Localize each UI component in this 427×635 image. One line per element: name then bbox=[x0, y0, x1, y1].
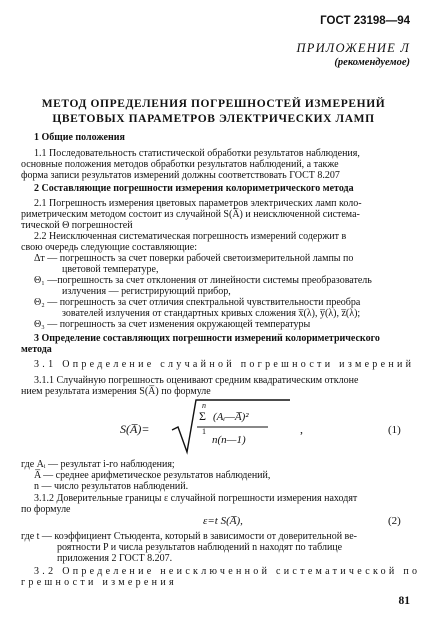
where-line: где Aᵢ — результат i-го наблюдения; bbox=[21, 459, 175, 470]
title-line-1: МЕТОД ОПРЕДЕЛЕНИЯ ПОГРЕШНОСТЕЙ ИЗМЕРЕНИЙ bbox=[41, 98, 386, 110]
sum-lower-limit: 1 bbox=[202, 427, 206, 436]
component-item: Δт — погрешность за счет поверки рабочей светоизмерительной лампы по bbox=[34, 253, 354, 264]
paragraph-3-1-1-line: нием результата измерения S(A̅) по формуле bbox=[21, 386, 211, 397]
section-1-line: форма записи результатов измерений должны соответствовать ГОСТ 8.207 bbox=[21, 170, 340, 181]
section-3-heading-continuation: метода bbox=[21, 344, 52, 355]
formula-1-number: (1) bbox=[388, 424, 401, 436]
page-number: 81 bbox=[398, 595, 410, 607]
section-3-heading: 3 Определение составляющих погрешности измерений колориметрического bbox=[34, 333, 380, 344]
component-item-continuation: цветовой температуре, bbox=[62, 264, 159, 275]
paragraph-2-1-line: тической Θ погрешностей bbox=[21, 220, 133, 231]
subsection-3-1-heading: 3.1 Определение случайной погрешности измерений bbox=[34, 359, 415, 370]
sum-symbol: Σ bbox=[199, 409, 206, 423]
where-2-line: где t — коэффициент Стьюдента, который в зависимости от доверительной ве- bbox=[21, 531, 357, 542]
section-1-heading: 1 Общие положения bbox=[34, 132, 125, 143]
paragraph-3-1-2-line: 3.1.2 Доверительные границы ε случайной погрешности измерения находят bbox=[34, 493, 358, 504]
formula-2-number: (2) bbox=[388, 515, 401, 527]
formula-1-lhs: S(A̅)= bbox=[120, 422, 150, 436]
component-item: Θ₁ —погрешность за счет отклонения от линейности системы преобразователь bbox=[34, 275, 372, 286]
formula-1-denominator: n(n—1) bbox=[212, 434, 246, 446]
component-item-continuation: излучения — регистрирующий прибор, bbox=[62, 286, 231, 297]
section-2-heading: 2 Составляющие погрешности измерения колориметрического метода bbox=[34, 183, 354, 194]
paragraph-2-1-line: 2.1 Погрешность измерения цветовых параметров электрических ламп коло- bbox=[34, 198, 362, 209]
standard-number: ГОСТ 23198—94 bbox=[320, 15, 410, 27]
formula-1 bbox=[0, 396, 427, 456]
recommended-label: (рекомендуемое) bbox=[334, 57, 410, 68]
subsection-3-2-heading-continuation: грешности измерения bbox=[21, 577, 177, 588]
appendix-label: ПРИЛОЖЕНИЕ Л bbox=[296, 41, 410, 55]
sum-upper-limit: n bbox=[202, 401, 206, 410]
section-1-line: 1.1 Последовательность статистической обработки результатов наблюдения, bbox=[34, 148, 360, 159]
formula-1-comma: , bbox=[300, 422, 303, 436]
formula-1-numerator: (Aᵢ—A̅)² bbox=[213, 411, 249, 423]
component-item: Θ₃ — погрешность за счет изменения окружающей температуры bbox=[34, 319, 311, 330]
component-item-continuation: зователей излучения от стандартных кривых сложения x̅(λ), y̅(λ), z̅(λ); bbox=[62, 308, 361, 319]
where-line: A̅ — среднее арифметическое результатов наблюдений, bbox=[34, 470, 271, 481]
paragraph-2-1-line: риметрическим методом состоит из случайной S(A̅) и неисключенной система- bbox=[21, 209, 360, 220]
paragraph-2-2-line: свою очередь следующие составляющие: bbox=[21, 242, 197, 253]
title-line-2: ЦВЕТОВЫХ ПАРАМЕТРОВ ЭЛЕКТРИЧЕСКИХ ЛАМП bbox=[52, 113, 375, 125]
subsection-3-2-heading: 3.2 Определение неисключенной систематической по bbox=[34, 566, 421, 577]
where-2-line: роятности P и числа результатов наблюдений n находят по таблице bbox=[57, 542, 343, 553]
formula-2: ε=t S(A̅), bbox=[203, 515, 243, 527]
paragraph-2-2-line: 2.2 Неисключенная систематическая погрешность измерений содержит в bbox=[34, 231, 347, 242]
where-2-line: приложения 2 ГОСТ 8.207. bbox=[57, 553, 173, 564]
paragraph-3-1-2-line: по формуле bbox=[21, 504, 71, 515]
paragraph-3-1-1-line: 3.1.1 Случайную погрешность оценивают средним квадратическим отклоне bbox=[34, 375, 359, 386]
where-line: n — число результатов наблюдений. bbox=[34, 481, 189, 492]
section-1-line: основные положения методов обработки результатов наблюдений, а также bbox=[21, 159, 339, 170]
component-item: Θ₂ — погрешность за счет отличия спектральной чувствительности преобра bbox=[34, 297, 361, 308]
